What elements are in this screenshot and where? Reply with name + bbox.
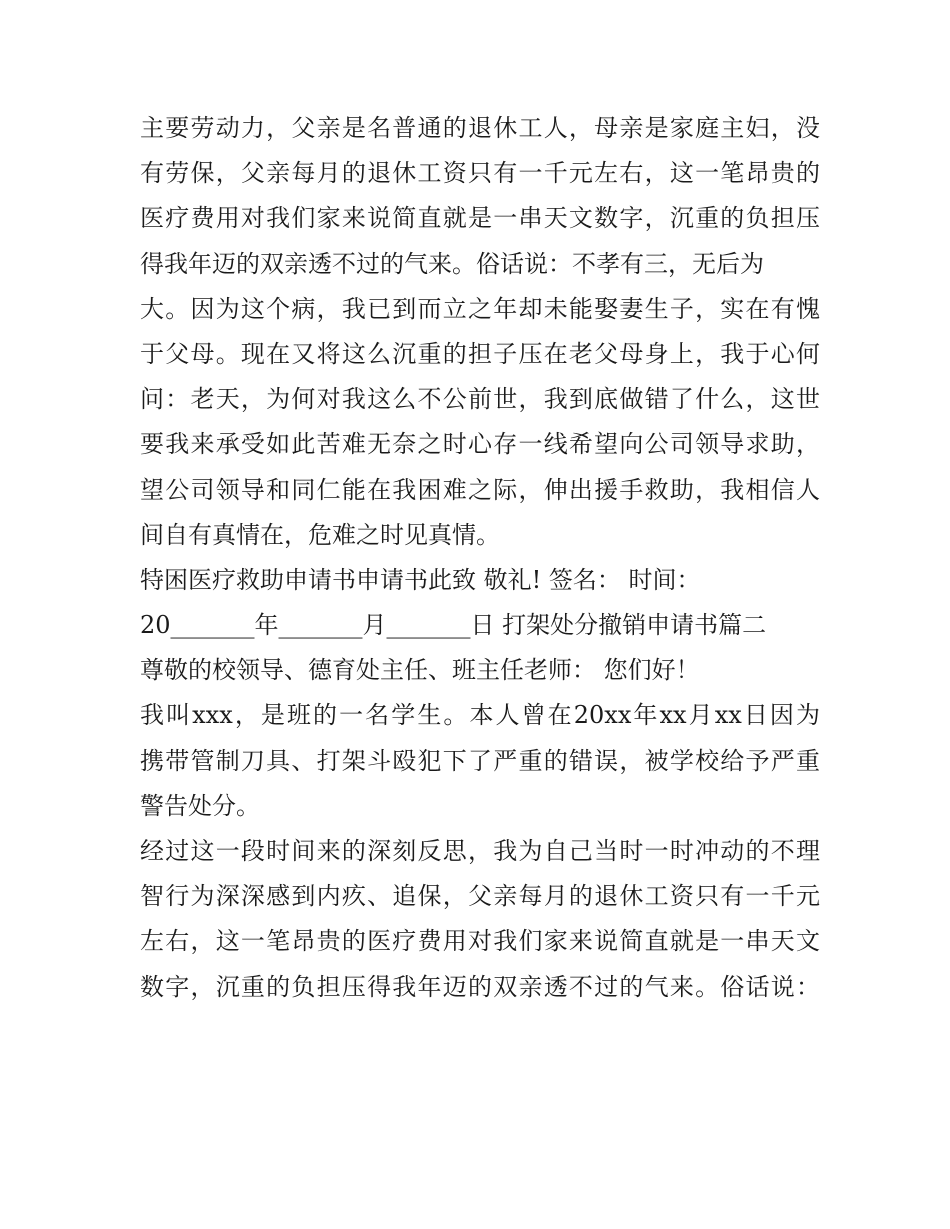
text-line: 携带管制刀具、打架斗殴犯下了严重的错误，被学校给予严重 — [140, 746, 820, 775]
text-line: 得我年迈的双亲透不过的气来。俗话说：不孝有三，无后为 — [140, 249, 764, 278]
text-line: 要我来承受如此苦难无奈之时心存一线希望向公司领导求助， — [140, 430, 820, 459]
text-line: 数字，沉重的负担压得我年迈的双亲透不过的气来。俗话说： — [140, 972, 820, 1001]
text-line: 经过这一段时间来的深刻反思，我为自己当时一时冲动的不理 — [140, 837, 820, 865]
text-line: 大。因为这个病，我已到而立之年却未能娶妻生子，实在有愧 — [140, 294, 820, 323]
text-line: 我叫xxx，是班的一名学生。本人曾在20xx年xx月xx日因为 — [140, 701, 820, 730]
text-line: 左右，这一笔昂贵的医疗费用对我们家来说简直就是一串天文 — [140, 927, 820, 956]
text-line: 于父母。现在又将这么沉重的担子压在老父母身上，我于心何 — [140, 339, 820, 368]
text-line: 有劳保，父亲每月的退休工资只有一千元左右，这一笔昂贵的 — [140, 159, 820, 188]
text-line: 医疗费用对我们家来说简直就是一串天文数字，沉重的负担压 — [140, 204, 820, 233]
text-line: 尊敬的校领导、德育处主任、班主任老师： 您们好！ — [140, 656, 700, 685]
text-line: 问：老天，为何对我这么不公前世，我到底做错了什么，这世 — [140, 385, 820, 414]
text-line: 20_______年_______月_______日 打架处分撤销申请书篇二 — [140, 611, 767, 640]
text-line: 智行为深深感到内疚、追保，父亲每月的退休工资只有一千元 — [140, 882, 820, 911]
text-line: 特困医疗救助申请书申请书此致 敬礼! 签名： 时间： — [140, 565, 701, 594]
text-line: 警告处分。 — [140, 791, 260, 820]
text-line: 望公司领导和同仁能在我困难之际，伸出援手救助，我相信人 — [140, 475, 820, 504]
text-line: 主要劳动力，父亲是名普通的退休工人，母亲是家庭主妇，没 — [140, 114, 820, 142]
text-line: 间自有真情在，危难之时见真情。 — [140, 520, 500, 549]
body-text — [140, 106, 820, 1010]
